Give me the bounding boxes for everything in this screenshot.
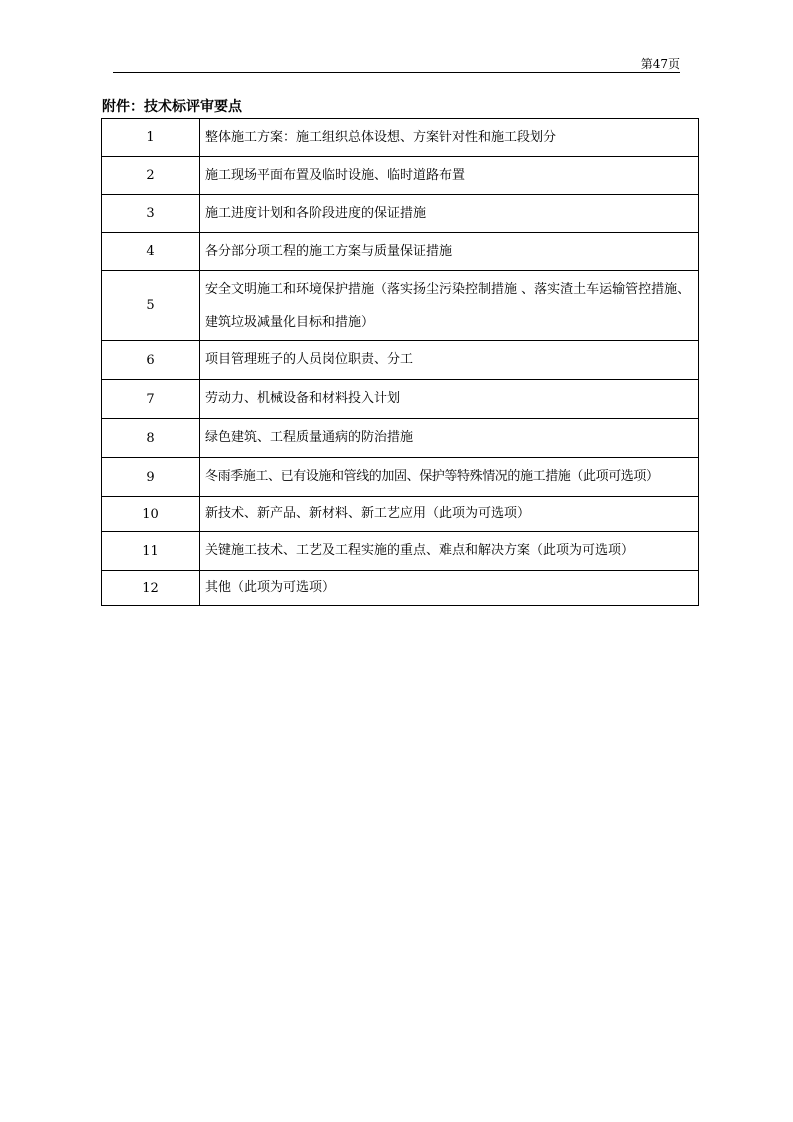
row-criterion: 冬雨季施工、已有设施和管线的加固、保护等特殊情况的施工措施（此项可选项） bbox=[200, 458, 699, 497]
row-number: 7 bbox=[102, 380, 200, 419]
row-number: 9 bbox=[102, 458, 200, 497]
row-criterion: 新技术、新产品、新材料、新工艺应用（此项为可选项） bbox=[200, 497, 699, 532]
row-number: 8 bbox=[102, 419, 200, 458]
row-criterion: 施工现场平面布置及临时设施、临时道路布置 bbox=[200, 157, 699, 195]
row-criterion: 绿色建筑、工程质量通病的防治措施 bbox=[200, 419, 699, 458]
table-row bbox=[102, 419, 699, 458]
row-criterion: 整体施工方案：施工组织总体设想、方案针对性和施工段划分 bbox=[200, 119, 699, 157]
row-number: 4 bbox=[102, 233, 200, 271]
row-number: 3 bbox=[102, 195, 200, 233]
row-criterion: 项目管理班子的人员岗位职责、分工 bbox=[200, 341, 699, 380]
table-row bbox=[102, 532, 699, 571]
table-row bbox=[102, 157, 699, 195]
table-row bbox=[102, 341, 699, 380]
header-rule bbox=[113, 72, 680, 73]
row-number: 12 bbox=[102, 571, 200, 606]
row-number: 6 bbox=[102, 341, 200, 380]
row-number: 11 bbox=[102, 532, 200, 571]
page-number: 第47页 bbox=[640, 57, 680, 71]
table-row bbox=[102, 571, 699, 606]
attachment-title: 附件：技术标评审要点 bbox=[102, 99, 242, 115]
row-number: 1 bbox=[102, 119, 200, 157]
row-criterion: 关键施工技术、工艺及工程实施的重点、难点和解决方案（此项为可选项） bbox=[200, 532, 699, 571]
table-row bbox=[102, 119, 699, 157]
table-row bbox=[102, 195, 699, 233]
row-criterion: 施工进度计划和各阶段进度的保证措施 bbox=[200, 195, 699, 233]
table-row bbox=[102, 233, 699, 271]
row-number: 2 bbox=[102, 157, 200, 195]
table-row bbox=[102, 497, 699, 532]
table-row bbox=[102, 458, 699, 497]
row-criterion: 各分部分项工程的施工方案与质量保证措施 bbox=[200, 233, 699, 271]
criteria-table bbox=[101, 118, 699, 606]
row-criterion: 劳动力、机械设备和材料投入计划 bbox=[200, 380, 699, 419]
table-row bbox=[102, 380, 699, 419]
row-criterion: 其他（此项为可选项） bbox=[200, 571, 699, 606]
row-number: 5 bbox=[102, 271, 200, 341]
row-number: 10 bbox=[102, 497, 200, 532]
row-criterion: 安全文明施工和环境保护措施（落实扬尘污染控制措施 、落实渣土车运输管控措施、建筑垃圾减量化目标和措施） bbox=[200, 271, 699, 341]
table-row bbox=[102, 271, 699, 341]
